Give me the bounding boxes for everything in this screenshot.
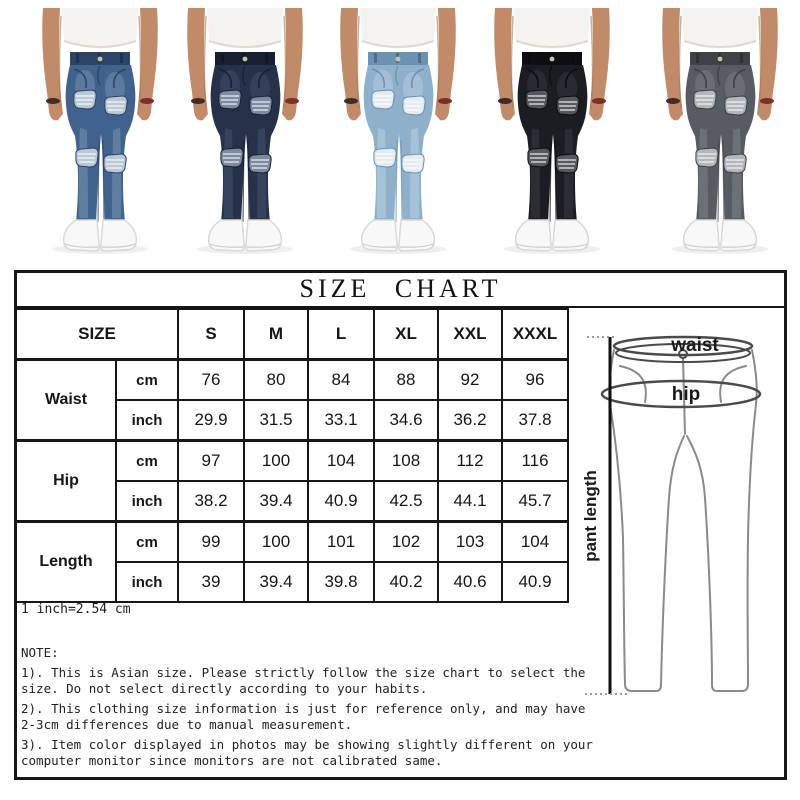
bracelet-right: [592, 98, 606, 104]
value-cell: 31.5: [244, 400, 308, 441]
value-cell: 33.1: [308, 400, 374, 441]
size-col-header: XL: [374, 309, 438, 360]
value-cell: 101: [308, 522, 374, 563]
jeans: [211, 52, 281, 225]
rip-patch: [556, 154, 578, 173]
rip-patch: [694, 90, 716, 109]
rip-patch: [76, 148, 98, 167]
value-cell: 116: [502, 441, 568, 482]
unit-cell: inch: [116, 481, 178, 522]
rip-patch: [403, 96, 425, 115]
rip-patch: [725, 96, 747, 115]
rip-patch: [250, 96, 272, 115]
rip-patch: [696, 148, 718, 167]
size-chart-box: [14, 270, 787, 780]
value-cell: 36.2: [438, 400, 502, 441]
size-col-header: XXL: [438, 309, 502, 360]
jeans: [364, 52, 434, 225]
jeans-button: [243, 57, 248, 62]
value-cell: 40.2: [374, 562, 438, 602]
size-chart-content: [17, 308, 784, 777]
size-col-header: M: [244, 309, 308, 360]
value-cell: 92: [438, 360, 502, 401]
bracelet-right: [140, 98, 154, 104]
value-cell: 99: [178, 522, 244, 563]
value-cell: 40.6: [438, 562, 502, 602]
rip-patch: [402, 154, 424, 173]
unit-cell: inch: [116, 562, 178, 602]
pants-measurement-diagram: [565, 308, 789, 728]
rip-patch: [528, 148, 550, 167]
bracelet-left: [46, 98, 60, 104]
value-cell: 44.1: [438, 481, 502, 522]
note-heading: NOTE:: [21, 645, 59, 660]
size-col-header: L: [308, 309, 374, 360]
rip-patch: [105, 96, 127, 115]
value-cell: 38.2: [178, 481, 244, 522]
value-cell: 103: [438, 522, 502, 563]
hip-label: hip: [671, 384, 701, 405]
size-table: [15, 308, 569, 603]
bracelet-right: [760, 98, 774, 104]
unit-cell: cm: [116, 360, 178, 401]
value-cell: 45.7: [502, 481, 568, 522]
product-photo-blue: [30, 8, 170, 256]
value-cell: 104: [502, 522, 568, 563]
value-cell: 88: [374, 360, 438, 401]
waist-label: waist: [671, 335, 719, 356]
table-row-hip-cm: [16, 441, 568, 482]
rip-patch: [526, 90, 548, 109]
value-cell: 40.9: [308, 481, 374, 522]
shirt-hem: [207, 8, 283, 49]
value-cell: 39.4: [244, 481, 308, 522]
rip-patch: [219, 90, 241, 109]
rip-patch: [374, 148, 396, 167]
jeans: [518, 52, 588, 225]
bracelet-left: [344, 98, 358, 104]
row-label: Hip: [16, 441, 116, 522]
value-cell: 100: [244, 522, 308, 563]
shirt-hem: [682, 8, 758, 49]
rip-patch: [221, 148, 243, 167]
bracelet-left: [666, 98, 680, 104]
size-table-header-row: [16, 309, 568, 360]
row-label: Length: [16, 522, 116, 603]
table-row-waist-cm: [16, 360, 568, 401]
bracelet-right: [438, 98, 452, 104]
size-col-header: S: [178, 309, 244, 360]
shirt-hem: [360, 8, 436, 49]
value-cell: 39.8: [308, 562, 374, 602]
jeans: [686, 52, 756, 225]
jeans-button: [550, 57, 555, 62]
rip-patch: [724, 154, 746, 173]
value-cell: 100: [244, 441, 308, 482]
product-photo-dark-navy: [175, 8, 315, 256]
value-cell: 39.4: [244, 562, 308, 602]
rip-patch: [372, 90, 394, 109]
value-cell: 40.9: [502, 562, 568, 602]
inch-conversion-note: 1 inch=2.54 cm: [21, 602, 131, 617]
note-item-3: 3). Item color displayed in photos may be showing slightly different on your computer monitor since monitors are not calibrated same.: [21, 737, 593, 768]
value-cell: 84: [308, 360, 374, 401]
note-block: [21, 644, 593, 773]
product-photo-grey: [650, 8, 790, 256]
value-cell: 96: [502, 360, 568, 401]
size-col-header: XXXL: [502, 309, 568, 360]
size-header-cell: SIZE: [16, 309, 178, 360]
unit-cell: inch: [116, 400, 178, 441]
bracelet-left: [498, 98, 512, 104]
value-cell: 42.5: [374, 481, 438, 522]
value-cell: 39: [178, 562, 244, 602]
shirt-hem: [514, 8, 590, 49]
jeans-button: [98, 57, 103, 62]
value-cell: 108: [374, 441, 438, 482]
bracelet-right: [285, 98, 299, 104]
row-label: Waist: [16, 360, 116, 441]
value-cell: 34.6: [374, 400, 438, 441]
rip-patch: [557, 96, 579, 115]
shirt-hem: [62, 8, 138, 49]
pant-length-label: pant length: [581, 470, 600, 562]
value-cell: 29.9: [178, 400, 244, 441]
value-cell: 76: [178, 360, 244, 401]
jeans-button: [718, 57, 723, 62]
product-photo-black: [482, 8, 622, 256]
size-chart-title: SIZE CHART: [17, 273, 784, 308]
note-item-2: 2). This clothing size information is just for reference only, and may have 2-3cm differences due to manual measurement.: [21, 701, 586, 732]
unit-cell: cm: [116, 441, 178, 482]
product-photo-strip: [0, 8, 800, 266]
jeans-button: [396, 57, 401, 62]
value-cell: 37.8: [502, 400, 568, 441]
value-cell: 104: [308, 441, 374, 482]
unit-cell: cm: [116, 522, 178, 563]
rip-patch: [74, 90, 96, 109]
note-item-1: 1). This is Asian size. Please strictly follow the size chart to select the size. Do not select directly according to your habits.: [21, 665, 586, 696]
bracelet-left: [191, 98, 205, 104]
value-cell: 112: [438, 441, 502, 482]
jeans: [66, 52, 136, 225]
value-cell: 102: [374, 522, 438, 563]
product-photo-light-blue: [328, 8, 468, 256]
rip-patch: [104, 154, 126, 173]
value-cell: 80: [244, 360, 308, 401]
table-row-length-cm: [16, 522, 568, 563]
rip-patch: [249, 154, 271, 173]
value-cell: 97: [178, 441, 244, 482]
